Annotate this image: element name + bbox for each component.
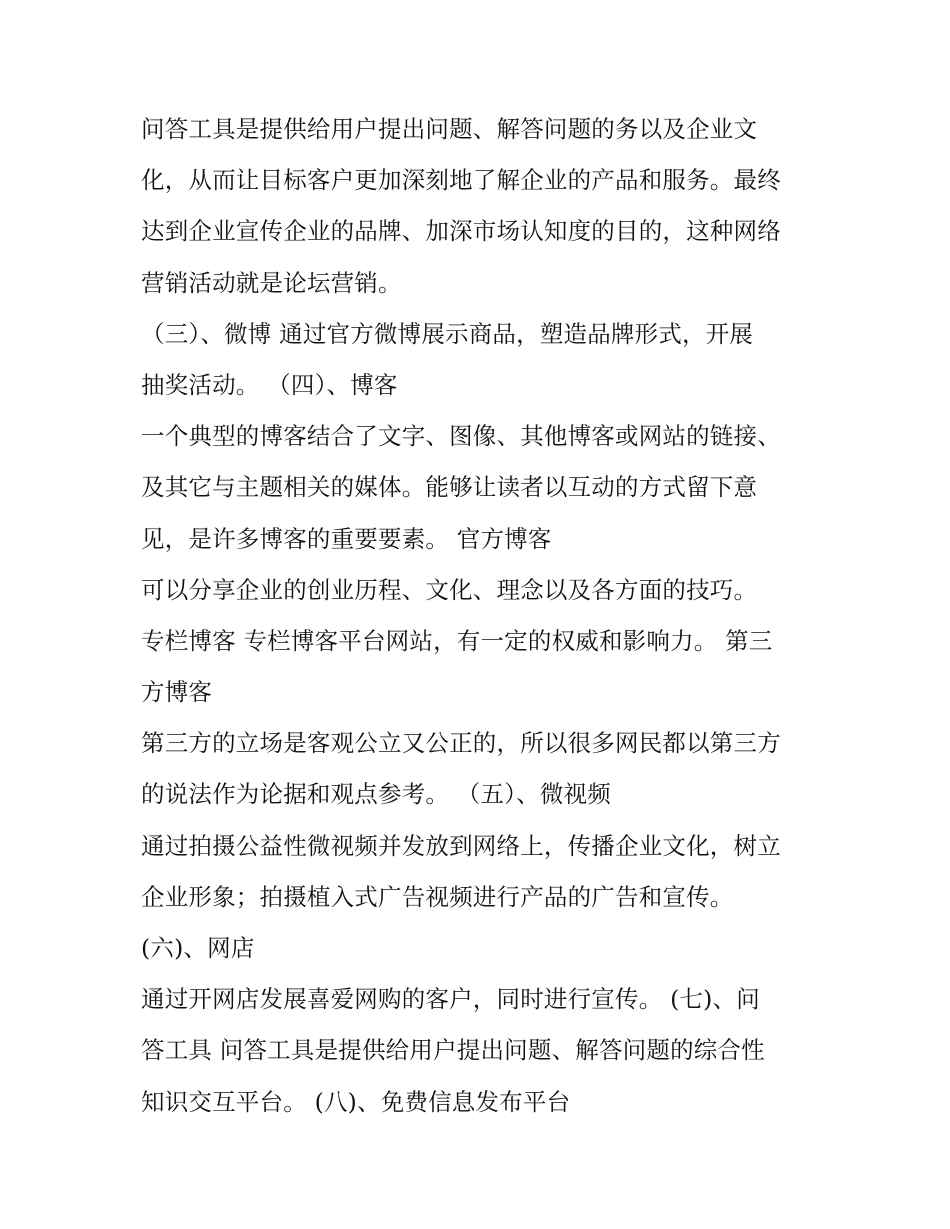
text-line: 答工具 问答工具是提供给用户提出问题、解答问题的综合性 [141,1036,765,1065]
text-line: 方博客 [141,678,213,707]
text-line: 通过拍摄公益性微视频并发放到网络上，传播企业文化，树立 [141,831,781,860]
text-line: （三）、微博 通过官方微博展示商品，塑造品牌形式，开展 [141,319,754,348]
text-line: 问答工具是提供给用户提出问题、解答问题的务以及企业文 [141,115,758,143]
document-body [141,104,831,1128]
text-line: 通过开网店发展喜爱网购的客户，同时进行宣传。 (七)、问 [141,985,760,1014]
text-line: 的说法作为论据和观点参考。 （五）、微视频 [141,780,611,809]
text-line: 见，是许多博客的重要要素。 官方博客 [141,524,552,553]
text-line: 可以分享企业的创业历程、文化、理念以及各方面的技巧。 [141,575,758,604]
text-line: 化，从而让目标客户更加深刻地了解企业的产品和服务。最终 [141,166,781,195]
text-line: 营销活动就是论坛营销。 [141,268,402,297]
text-line: 一个典型的博客结合了文字、图像、其他博客或网站的链接、 [141,422,781,451]
text-line: 企业形象；拍摄植入式广告视频进行产品的广告和宣传。 [141,882,734,911]
text-line: 抽奖活动。 （四）、博客 [141,370,398,399]
text-line: (六)、网店 [141,934,255,962]
text-line: 达到企业宣传企业的品牌、加深市场认知度的目的，这种网络 [141,217,781,246]
text-line: 及其它与主题相关的媒体。能够让读者以互动的方式留下意 [141,473,758,502]
text-line: 知识交互平台。 (八)、免费信息发布平台 [141,1087,571,1116]
text-line: 专栏博客 专栏博客平台网站，有一定的权威和影响力。 第三 [141,626,773,655]
text-line: 第三方的立场是客观公立又公正的，所以很多网民都以第三方 [141,729,781,758]
